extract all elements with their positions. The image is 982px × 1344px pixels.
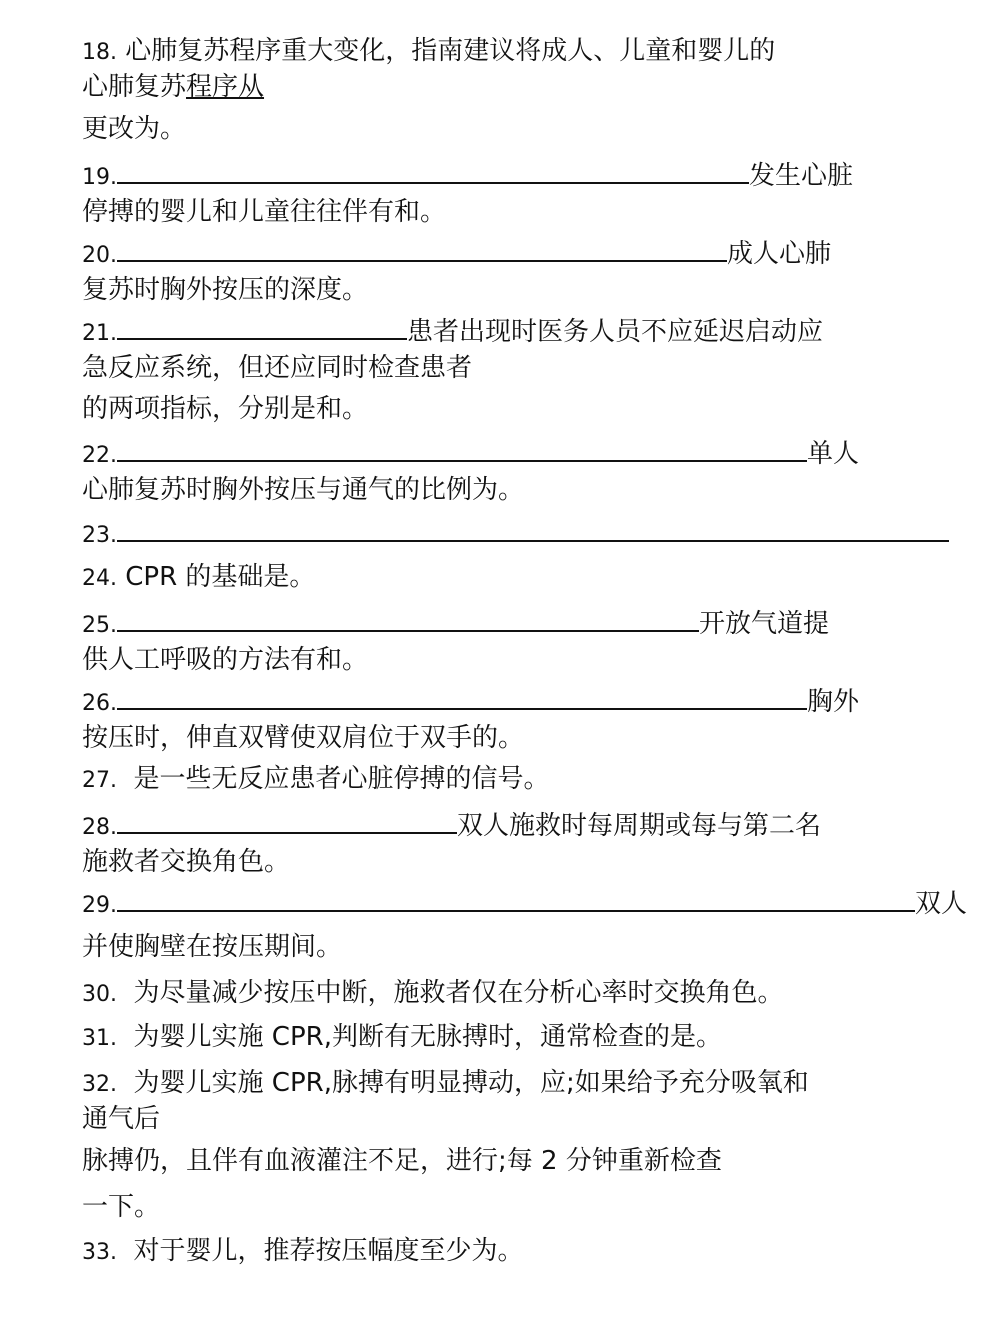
answer-blank[interactable] [117,886,915,912]
question-text: 为尽量减少按压中断，施救者仅在分析心率时交换角色。 [133,978,784,1008]
question-number: 32. [82,1072,117,1097]
question-32-continued [82,1144,872,1178]
question-text: 停搏的婴儿和儿童往往伴有和。 [82,197,447,227]
question-21-continued [82,392,872,426]
question-number: 21. [82,321,117,346]
question-26 [82,684,872,755]
question-number: 23. [82,523,117,548]
question-27 [82,762,872,798]
question-18 [82,34,872,104]
question-21 [82,314,872,385]
answer-blank[interactable] [117,808,457,834]
question-number: 30. [82,982,117,1007]
question-33 [82,1234,872,1270]
question-text: 患者出现时医务人员不应延迟启动应 [407,317,824,347]
question-19 [82,158,872,229]
question-text: 是一些无反应患者心脏停搏的信号。 [133,764,550,794]
question-24 [82,560,872,596]
question-23 [82,516,982,553]
question-number: 22. [82,443,117,468]
question-text: 供人工呼吸的方法有和。 [82,645,369,675]
question-text: 脉搏仍，且伴有血液灌注不足，进行;每 2 分钟重新检查 [82,1146,722,1176]
question-text: 为婴儿实施 CPR,脉搏有明显搏动，应;如果给予充分吸氧和 [133,1068,809,1098]
question-text: 一下。 [82,1192,161,1222]
question-text: 成人心肺 [727,239,832,269]
answer-blank[interactable] [117,158,749,184]
question-32-continued [82,1190,872,1224]
question-text: 施救者交换角色。 [82,847,291,877]
answer-blank[interactable] [117,436,807,462]
answer-blank[interactable] [117,606,699,632]
question-number: 26. [82,691,117,716]
question-number: 33. [82,1240,117,1265]
answer-blank[interactable] [117,684,807,710]
question-number: 27. [82,768,117,793]
question-28 [82,808,872,879]
question-text: 开放气道提 [699,609,830,639]
answer-blank[interactable] [117,314,407,340]
question-31 [82,1020,872,1056]
question-text: 心肺复苏程序重大变化，指南建议将成人、儿童和婴儿的 [125,36,776,66]
question-30 [82,976,872,1012]
question-text: 发生心脏 [749,161,854,191]
question-29-continued [82,930,872,964]
question-text: CPR 的基础是。 [125,562,316,592]
question-text: 心肺复苏时胸外按压与通气的比例为。 [82,475,525,505]
question-number: 28. [82,815,117,840]
question-25 [82,606,872,677]
question-text: 双人施救时每周期或每与第二名 [457,811,822,841]
question-text: 为婴儿实施 CPR,判断有无脉搏时，通常检查的是。 [133,1022,722,1052]
question-number: 20. [82,243,117,268]
question-20 [82,236,872,307]
question-18-continued [82,112,872,146]
question-number: 25. [82,613,117,638]
question-text: 按压时，伸直双臂使双肩位于双手的。 [82,723,525,753]
answer-blank[interactable] [117,516,949,542]
question-text: 双人 [915,889,968,919]
question-number: 31. [82,1026,117,1051]
underlined-text: 程序从 [186,72,265,102]
question-number: 24. [82,566,117,591]
question-text: 急反应系统，但还应同时检查患者 [82,353,473,383]
question-text: 复苏时胸外按压的深度。 [82,275,369,305]
question-number: 18. [82,40,117,65]
question-text: 的两项指标，分别是和。 [82,394,369,424]
answer-blank[interactable] [117,236,727,262]
question-number: 29. [82,893,117,918]
question-text: 并使胸壁在按压期间。 [82,932,343,962]
question-text: 对于婴儿，推荐按压幅度至少为。 [133,1236,524,1266]
question-text: 心肺复苏 [82,72,187,102]
question-text: 更改为。 [82,114,187,144]
question-text: 胸外 [807,687,860,717]
question-22 [82,436,872,507]
question-29 [82,886,982,923]
question-text: 通气后 [82,1104,161,1134]
question-text: 单人 [807,439,860,469]
question-number: 19. [82,165,117,190]
question-32 [82,1066,872,1136]
